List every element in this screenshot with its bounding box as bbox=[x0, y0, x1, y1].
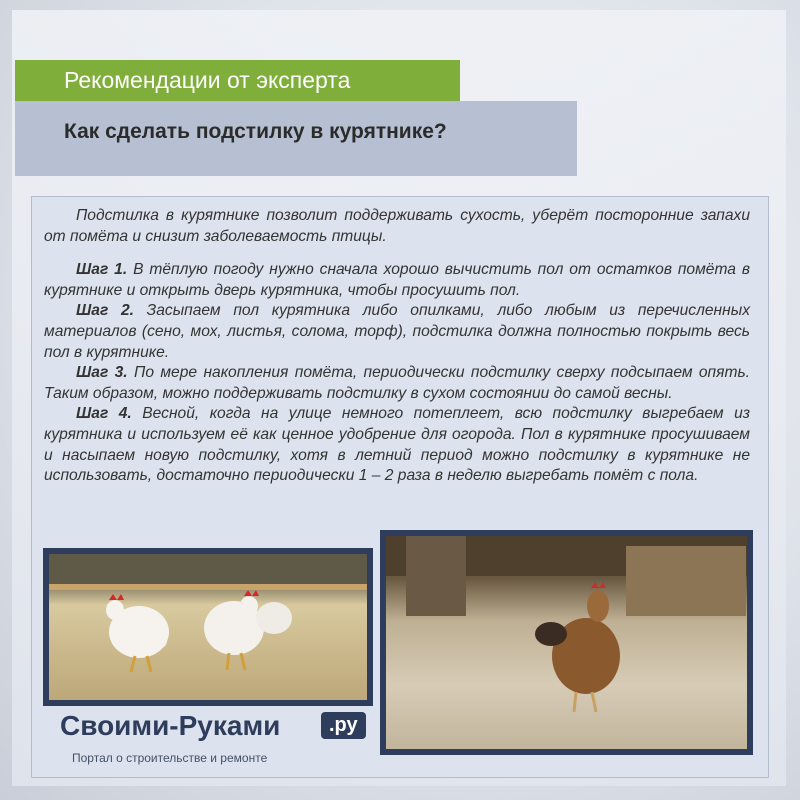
chickens-photo-left bbox=[43, 548, 373, 706]
step-1-text: В тёплую погоду нужно сначала хорошо вычистить пол от остатков помёта в курятнике и открыть дверь курятника, чтобы просушить пол. bbox=[44, 261, 750, 299]
brown-hen-illustration bbox=[386, 536, 747, 749]
brand-name: Своими-Руками bbox=[60, 710, 281, 741]
article-text bbox=[44, 206, 750, 487]
brand-domain-badge bbox=[321, 712, 366, 739]
step-1 bbox=[44, 260, 750, 301]
step-3-label: Шаг 3. bbox=[76, 364, 128, 382]
title-banner bbox=[15, 101, 577, 176]
step-2-text: Засыпаем пол курятника либо опилками, либо любым из перечисленных материалов (сено, мох, листья, солома, торф), подстилка должна полностью покрыть весь пол в курятнике. bbox=[44, 302, 750, 361]
step-2 bbox=[44, 301, 750, 363]
expert-label: Рекомендации от эксперта bbox=[64, 67, 351, 93]
chicken-photo-right bbox=[380, 530, 753, 755]
expert-banner bbox=[15, 60, 460, 101]
step-4-label: Шаг 4. bbox=[76, 405, 132, 423]
step-2-label: Шаг 2. bbox=[76, 302, 134, 320]
white-hens-illustration bbox=[49, 554, 367, 700]
intro-paragraph: Подстилка в курятнике позволит поддерживать сухость, уберёт посторонние запахи от помёта и снизит заболеваемость птицы. bbox=[44, 207, 750, 245]
step-4-text: Весной, когда на улице немного потеплеет, всю подстилку выгребаем из курятника и используем её как ценное удобрение для огорода. Пол в курятнике просушиваем и насыпаем новую подстилку, хотя в летний период можно подстилку в курятнике не использовать, достаточно периодически 1 – 2 раза в неделю выгребать помёт с пола. bbox=[44, 405, 750, 485]
step-1-label: Шаг 1. bbox=[76, 261, 128, 279]
step-4 bbox=[44, 404, 750, 486]
brand-tagline: Портал о строительстве и ремонте bbox=[72, 751, 268, 765]
page-title: Как сделать подстилку в курятнике? bbox=[64, 120, 447, 143]
brand-domain: .ру bbox=[329, 714, 358, 736]
step-3 bbox=[44, 363, 750, 404]
brand-logo bbox=[60, 710, 280, 742]
step-3-text: По мере накопления помёта, периодически подстилку сверху подсыпаем опять. Таким образом, можно поддерживать подстилку в сухом состоянии до самой весны. bbox=[44, 364, 750, 402]
